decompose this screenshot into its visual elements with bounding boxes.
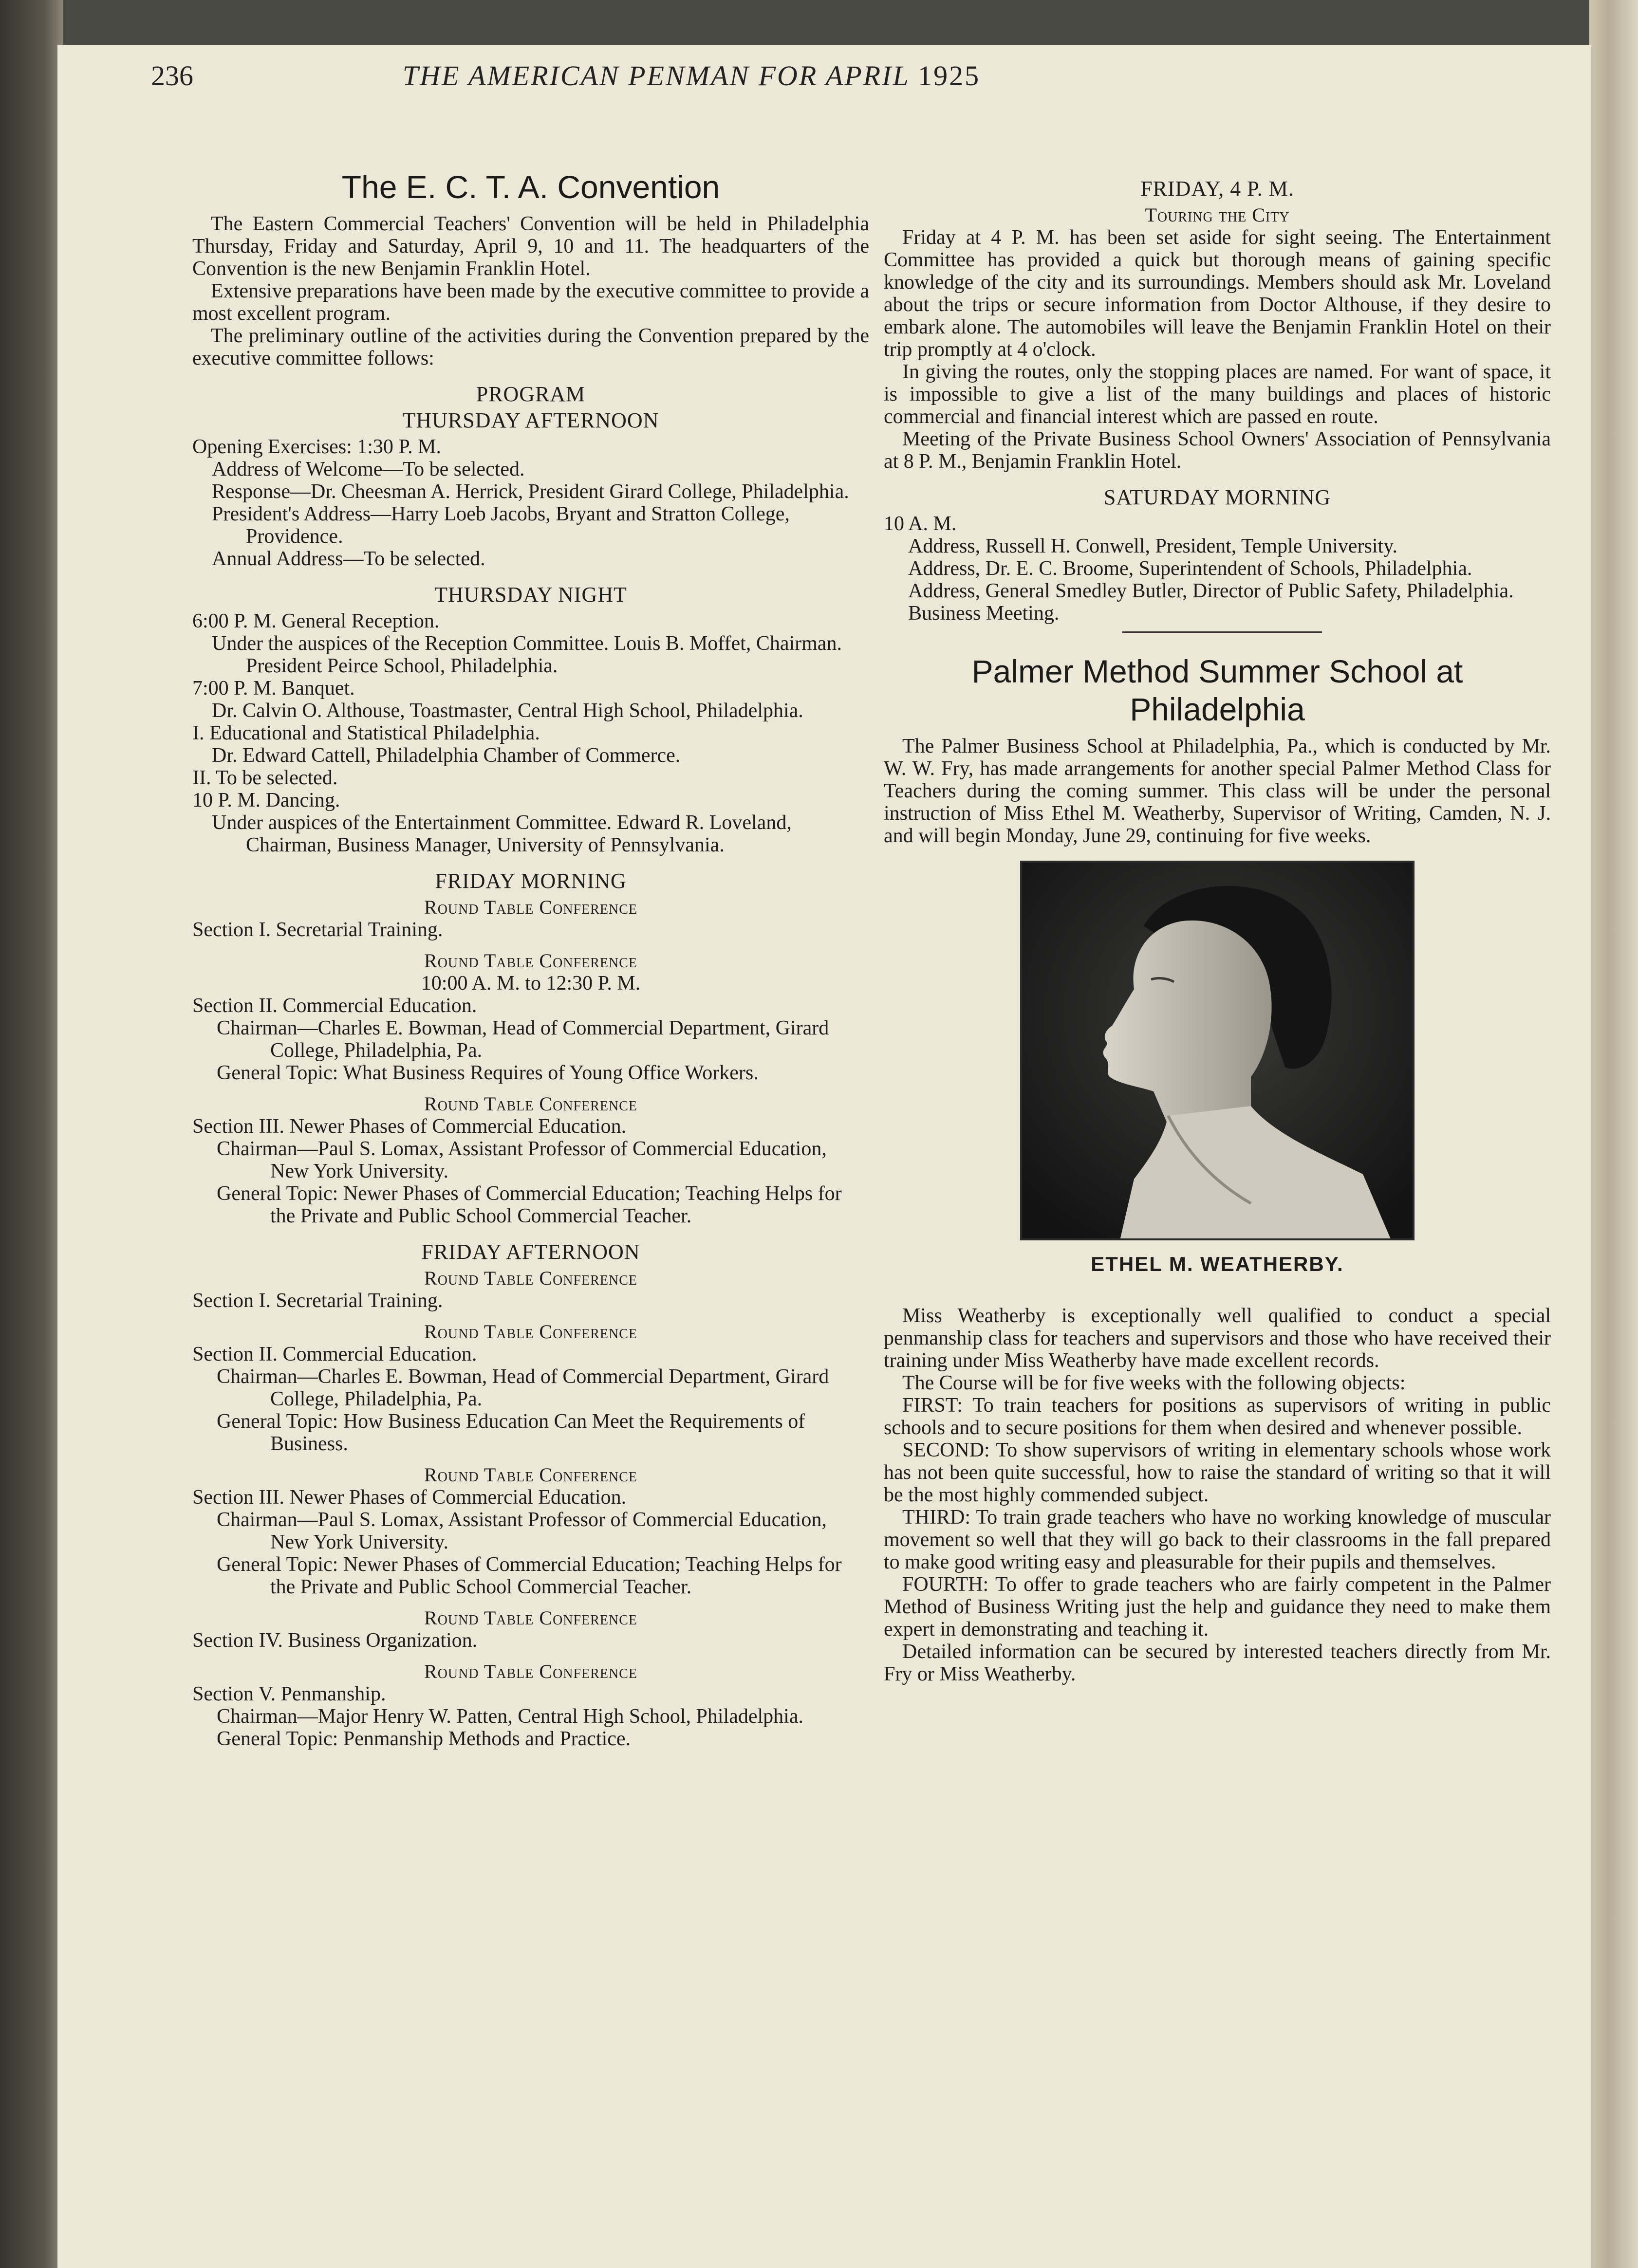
palmer-paragraph: Detailed information can be secured by interested teachers directly from Mr. Fry or Miss Weatherby. <box>884 1641 1551 1685</box>
program-item: II. To be selected. <box>192 767 338 789</box>
section-chairman: Chairman—Charles E. Bowman, Head of Commercial Department, Girard College, Philadelphia, Pa. <box>217 1017 829 1062</box>
running-title <box>151 59 1232 92</box>
thursday-night-heading: THURSDAY NIGHT <box>434 583 627 607</box>
convention-title: The E. C. T. A. Convention <box>341 169 720 205</box>
section-chairman: Chairman—Paul S. Lomax, Assistant Professor of Commercial Education, New York University. <box>217 1138 827 1182</box>
section-line: Section I. Secretarial Training. <box>192 1290 443 1312</box>
touring-paragraph: Meeting of the Private Business School Owners' Association of Pennsylvania at 8 P. M., Benjamin Franklin Hotel. <box>884 428 1551 473</box>
round-table-label: Round Table Conference <box>424 950 637 972</box>
photo-caption: ETHEL M. WEATHERBY. <box>1091 1253 1344 1275</box>
palmer-title <box>884 652 1551 728</box>
palmer-paragraph: THIRD: To train grade teachers who have no working knowledge of muscular movement so well that they will go back to their classrooms in the fall prepared to make good writing easy and pleasurable for their pupils and themselves. <box>884 1506 1551 1573</box>
section-topic: General Topic: What Business Requires of Young Office Workers. <box>217 1062 759 1084</box>
program-item: Address, Russell H. Conwell, President, Temple University. <box>908 535 1397 557</box>
opening-exercises: Opening Exercises: 1:30 P. M. <box>192 436 441 458</box>
section-topic: General Topic: How Business Education Can Meet the Requirements of Business. <box>217 1410 805 1455</box>
running-title-text: THE AMERICAN PENMAN FOR APRIL <box>402 60 910 92</box>
program-item: 10 P. M. Dancing. <box>192 789 340 811</box>
session-time: 10 A. M. <box>884 513 957 535</box>
page-header <box>151 59 1232 113</box>
program-item: Address, General Smedley Butler, Director of Public Safety, Philadelphia. <box>908 580 1514 602</box>
intro-paragraph: The Eastern Commercial Teachers' Convention will be held in Philadelphia Thursday, Friday and Saturday, April 9, 10 and 11. The headquarters of the Convention is the new Benjamin Franklin Hotel. <box>192 213 869 280</box>
touring-paragraph: Friday at 4 P. M. has been set aside for sight seeing. The Entertainment Committee has provided a quick but thorough means of gaining specific knowledge of the city and its surroundings. Members should ask Mr. Loveland about the trips or secure information from Doctor Althouse, if they desire to embark alone. The automobiles will leave the Benjamin Franklin Hotel on their trip promptly at 4 o'clock. <box>884 226 1551 361</box>
program-item: President's Address—Harry Loeb Jacobs, Bryant and Stratton College, Providence. <box>212 503 790 548</box>
program-detail: Dr. Calvin O. Althouse, Toastmaster, Central High School, Philadelphia. <box>212 700 803 722</box>
section-line: Section III. Newer Phases of Commercial Education. <box>192 1486 627 1509</box>
program-item: Response—Dr. Cheesman A. Herrick, President Girard College, Philadelphia. <box>212 480 849 503</box>
saturday-morning-heading: SATURDAY MORNING <box>1103 485 1331 509</box>
issue-year: 1925 <box>918 60 981 92</box>
palmer-intro: The Palmer Business School at Philadelphia, Pa., which is conducted by Mr. W. W. Fry, has made arrangements for another special Palmer Method Class for Teachers during the coming summer. This class will be under the personal instruction of Miss Ethel M. Weatherby, Supervisor of Writing, Camden, N. J. and will begin Monday, June 29, continuing for five weeks. <box>884 735 1551 847</box>
thursday-afternoon-heading: THURSDAY AFTERNOON <box>402 408 659 432</box>
palmer-paragraph: Miss Weatherby is exceptionally well qualified to conduct a special penmanship class for teachers and supervisors and those who have received their training under Miss Weatherby have made excellent records. <box>884 1305 1551 1372</box>
touring-paragraph: In giving the routes, only the stopping places are named. For want of space, it is impossible to give a list of the many buildings and places of historic commercial and financial interest which are passed en route. <box>884 361 1551 428</box>
program-item: 7:00 P. M. Banquet. <box>192 677 355 700</box>
intro-paragraph: Extensive preparations have been made by the executive committee to provide a most excellent program. <box>192 280 869 325</box>
section-line: Section III. Newer Phases of Commercial Education. <box>192 1115 627 1138</box>
section-line: Section II. Commercial Education. <box>192 995 477 1017</box>
section-chairman: Chairman—Charles E. Bowman, Head of Commercial Department, Girard College, Philadelphia, Pa. <box>217 1365 829 1410</box>
section-line: Section I. Secretarial Training. <box>192 919 443 941</box>
section-line: Section V. Penmanship. <box>192 1683 386 1705</box>
palmer-title-line2: Philadelphia <box>1130 691 1305 727</box>
section-chairman: Chairman—Major Henry W. Patten, Central High School, Philadelphia. <box>217 1705 803 1728</box>
program-detail: Under the auspices of the Reception Committee. Louis B. Moffet, Chairman. President Peirce School, Philadelphia. <box>212 632 842 677</box>
section-line: Section IV. Business Organization. <box>192 1629 478 1652</box>
section-divider <box>1122 631 1322 633</box>
round-table-label: Round Table Conference <box>424 1267 637 1289</box>
section-topic: General Topic: Newer Phases of Commercial Education; Teaching Helps for the Private and Public School Commercial Teacher. <box>217 1182 842 1227</box>
friday-4pm-heading: FRIDAY, 4 P. M. <box>1140 177 1294 201</box>
round-table-label: Round Table Conference <box>424 1464 637 1486</box>
round-table-label: Round Table Conference <box>424 1607 637 1629</box>
program-item: Address, Dr. E. C. Broome, Superintendent of Schools, Philadelphia. <box>908 557 1472 580</box>
program-item: Annual Address—To be selected. <box>212 548 485 570</box>
friday-afternoon-heading: FRIDAY AFTERNOON <box>421 1240 640 1264</box>
session-time: 10:00 A. M. to 12:30 P. M. <box>421 972 641 995</box>
palmer-paragraph: SECOND: To show supervisors of writing in elementary schools whose work has not been quite successful, how to raise the standard of writing so that it will be the most highly commended subject. <box>884 1439 1551 1506</box>
palmer-paragraph: FIRST: To train teachers for positions as supervisors of writing in public schools and to secure positions for them when desired and whenever possible. <box>884 1394 1551 1439</box>
portrait-photo <box>1022 863 1415 1240</box>
intro-paragraph: The preliminary outline of the activities during the Convention prepared by the executive committee follows: <box>192 325 869 369</box>
book-spine <box>0 0 63 2268</box>
round-table-label: Round Table Conference <box>424 1093 637 1115</box>
palmer-paragraph: FOURTH: To offer to grade teachers who are fairly competent in the Palmer Method of Business Writing just the help and guidance they need to make them expert in demonstrating and teaching it. <box>884 1573 1551 1641</box>
page-edge <box>1589 0 1638 2268</box>
program-detail: Under auspices of the Entertainment Committee. Edward R. Loveland, Chairman, Business Manager, University of Pennsylvania. <box>212 811 792 856</box>
left-column <box>192 168 869 1750</box>
palmer-paragraph: The Course will be for five weeks with the following objects: <box>902 1372 1406 1394</box>
section-topic: General Topic: Newer Phases of Commercial Education; Teaching Helps for the Private and Public School Commercial Teacher. <box>217 1553 842 1598</box>
section-topic: General Topic: Penmanship Methods and Practice. <box>217 1728 631 1750</box>
friday-morning-heading: FRIDAY MORNING <box>435 869 627 893</box>
round-table-label: Round Table Conference <box>424 1660 637 1682</box>
palmer-title-line1: Palmer Method Summer School at <box>971 653 1463 689</box>
program-item: 6:00 P. M. General Reception. <box>192 610 440 632</box>
program-detail: Dr. Edward Cattell, Philadelphia Chamber of Commerce. <box>212 744 681 767</box>
section-chairman: Chairman—Paul S. Lomax, Assistant Professor of Commercial Education, New York University. <box>217 1509 827 1553</box>
weatherby-portrait <box>1020 861 1415 1240</box>
program-item: Business Meeting. <box>908 602 1060 625</box>
round-table-label: Round Table Conference <box>424 896 637 918</box>
page-number: 236 <box>151 60 193 92</box>
program-item: I. Educational and Statistical Philadelphia. <box>192 722 540 744</box>
touring-subheading: Touring the City <box>1145 204 1290 226</box>
program-item: Address of Welcome—To be selected. <box>212 458 525 480</box>
right-column <box>884 178 1551 1685</box>
program-heading: PROGRAM <box>476 382 586 406</box>
round-table-label: Round Table Conference <box>424 1321 637 1343</box>
section-line: Section II. Commercial Education. <box>192 1343 477 1365</box>
